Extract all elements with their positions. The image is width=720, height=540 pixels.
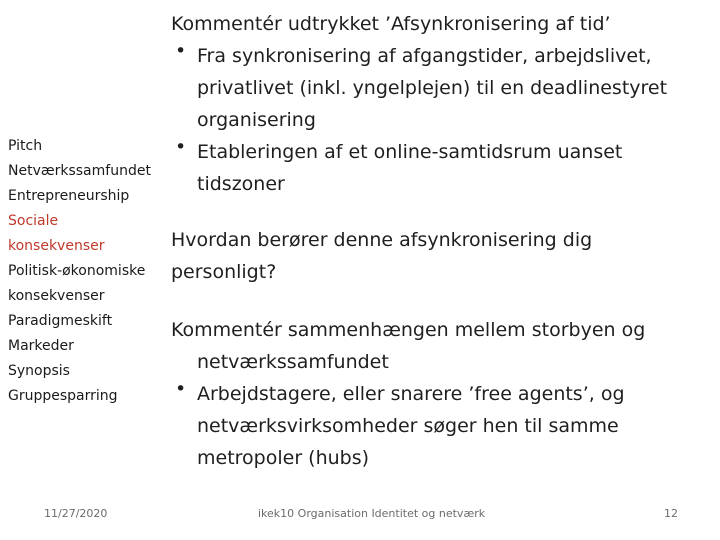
- sidebar-item-sociale-active[interactable]: Sociale: [8, 213, 59, 229]
- bullet-line: privatlivet (inkl. yngelplejen) til en deadlinestyret: [197, 77, 668, 99]
- bullet-line: Arbejdstagere, eller snarere ’free agents’, og: [197, 383, 625, 405]
- bullet-arbejdstagere: [171, 378, 716, 474]
- sidebar-item-paradigmeskift[interactable]: Paradigmeskift: [8, 313, 113, 329]
- sidebar-item-konsekvenser-active[interactable]: konsekvenser: [8, 238, 105, 254]
- sidebar-item-konsekvenser[interactable]: konsekvenser: [8, 288, 105, 304]
- footer-page-number: 12: [664, 507, 678, 520]
- footer-date: 11/27/2020: [44, 507, 108, 520]
- heading-storbyen-cont: netværkssamfundet: [197, 351, 389, 373]
- bullet-dot-icon: •: [175, 378, 187, 400]
- sidebar-item-gruppesparring[interactable]: Gruppesparring: [8, 388, 118, 404]
- sidebar-item-entrepreneurship[interactable]: Entrepreneurship: [8, 188, 130, 204]
- bullet-line: tidszoner: [197, 173, 285, 195]
- bullet-line: netværksvirksomheder søger hen til samme: [197, 415, 619, 437]
- question-line: Hvordan berører denne afsynkronisering dig: [171, 229, 593, 251]
- bullet-line: metropoler (hubs): [197, 447, 370, 469]
- sidebar-item-synopsis[interactable]: Synopsis: [8, 363, 70, 379]
- heading-afsynkronisering: Kommentér udtrykket ’Afsynkronisering af tid’: [171, 13, 611, 35]
- heading-storbyen: Kommentér sammenhængen mellem storbyen og: [171, 319, 646, 341]
- bullet-line: Etableringen af et online-samtidsrum uanset: [197, 141, 623, 163]
- question-line: personligt?: [171, 261, 277, 283]
- bullet-dot-icon: •: [175, 40, 187, 62]
- sidebar-item-netvaerkssamfundet[interactable]: Netværkssamfundet: [8, 163, 151, 179]
- sidebar-item-pitch[interactable]: Pitch: [8, 138, 43, 154]
- sidebar-nav: [8, 134, 166, 409]
- sidebar-item-markeder[interactable]: Markeder: [8, 338, 74, 354]
- footer-title: ikek10 Organisation Identitet og netværk: [258, 507, 486, 520]
- bullet-dot-icon: •: [175, 136, 187, 158]
- slide-content: [171, 8, 716, 474]
- bullet-synkronisering: [171, 40, 716, 136]
- bullet-line: Fra synkronisering af afgangstider, arbejdslivet,: [197, 45, 652, 67]
- bullet-line: organisering: [197, 109, 316, 131]
- sidebar-item-politisk-okonomiske[interactable]: Politisk-økonomiske: [8, 263, 146, 279]
- bullet-online-samtidsrum: [171, 136, 716, 200]
